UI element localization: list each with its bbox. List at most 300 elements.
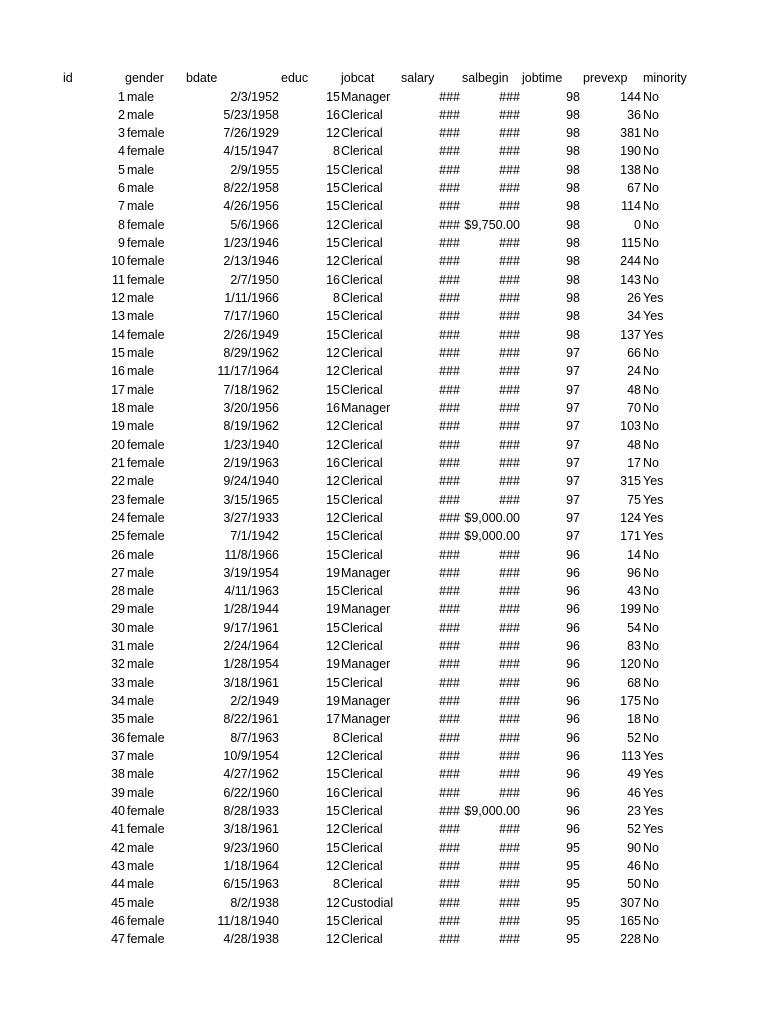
cell-salbegin: ### [499, 877, 520, 892]
cell-jobtime: 97 [566, 529, 580, 544]
cell-salbegin: ### [499, 620, 520, 635]
cell-gender: male [127, 400, 155, 415]
cell-prevexp: 46 [627, 858, 641, 873]
table-row [0, 546, 768, 564]
cell-bdate: 3/27/1933 [223, 510, 279, 525]
cell-jobcat: Manager [341, 712, 391, 727]
cell-id: 35 [111, 712, 125, 727]
cell-jobcat: Clerical [341, 675, 383, 690]
cell-gender: female [127, 272, 165, 287]
header-jobcat: jobcat [341, 71, 375, 85]
cell-salary: ### [439, 529, 460, 544]
cell-gender: female [127, 510, 165, 525]
cell-jobtime: 96 [566, 822, 580, 837]
cell-jobtime: 97 [566, 510, 580, 525]
cell-salbegin: $9,000.00 [464, 529, 520, 544]
cell-jobtime: 98 [566, 291, 580, 306]
cell-gender: female [127, 327, 165, 342]
cell-gender: male [127, 309, 155, 324]
cell-prevexp: 52 [627, 730, 641, 745]
cell-jobcat: Clerical [341, 144, 383, 159]
cell-salary: ### [439, 639, 460, 654]
cell-salary: ### [439, 89, 460, 104]
cell-prevexp: 381 [620, 126, 641, 141]
cell-jobtime: 98 [566, 199, 580, 214]
table-row [0, 344, 768, 362]
cell-educ: 15 [326, 89, 340, 104]
cell-minority: No [643, 602, 659, 617]
cell-educ: 15 [326, 492, 340, 507]
cell-prevexp: 165 [620, 913, 641, 928]
table-row [0, 820, 768, 838]
table-row [0, 655, 768, 673]
cell-educ: 15 [326, 327, 340, 342]
cell-salbegin: ### [499, 162, 520, 177]
cell-jobcat: Clerical [341, 822, 383, 837]
cell-salary: ### [439, 217, 460, 232]
cell-id: 7 [118, 199, 125, 214]
cell-salbegin: ### [499, 144, 520, 159]
cell-minority: Yes [643, 529, 664, 544]
cell-salary: ### [439, 822, 460, 837]
cell-salbegin: ### [499, 932, 520, 947]
cell-gender: male [127, 877, 155, 892]
cell-id: 40 [111, 803, 125, 818]
cell-educ: 15 [326, 620, 340, 635]
table-row [0, 124, 768, 142]
table-row [0, 326, 768, 344]
cell-educ: 17 [326, 712, 340, 727]
cell-prevexp: 48 [627, 382, 641, 397]
cell-gender: male [127, 107, 155, 122]
cell-minority: No [643, 437, 659, 452]
cell-salbegin: ### [499, 895, 520, 910]
cell-id: 11 [112, 272, 125, 287]
cell-jobcat: Manager [341, 602, 391, 617]
cell-prevexp: 96 [627, 565, 641, 580]
cell-bdate: 2/19/1963 [223, 455, 279, 470]
cell-jobtime: 95 [566, 877, 580, 892]
cell-salbegin: ### [499, 345, 520, 360]
cell-jobtime: 97 [566, 419, 580, 434]
cell-id: 3 [118, 126, 125, 141]
table-row [0, 600, 768, 618]
cell-educ: 15 [326, 913, 340, 928]
cell-gender: male [127, 162, 155, 177]
cell-salary: ### [439, 162, 460, 177]
cell-salbegin: ### [499, 107, 520, 122]
cell-id: 46 [111, 913, 125, 928]
cell-salbegin: ### [499, 767, 520, 782]
cell-minority: No [643, 419, 659, 434]
cell-bdate: 9/23/1960 [223, 840, 279, 855]
cell-gender: female [127, 822, 165, 837]
table-row [0, 839, 768, 857]
cell-educ: 12 [326, 126, 340, 141]
table-row [0, 161, 768, 179]
table-row [0, 894, 768, 912]
cell-salary: ### [439, 419, 460, 434]
table-row [0, 875, 768, 893]
cell-jobcat: Clerical [341, 913, 383, 928]
cell-prevexp: 46 [627, 785, 641, 800]
cell-salbegin: ### [499, 602, 520, 617]
table-row [0, 216, 768, 234]
cell-gender: female [127, 217, 165, 232]
cell-jobtime: 96 [566, 730, 580, 745]
cell-salbegin: $9,000.00 [464, 510, 520, 525]
cell-jobtime: 97 [566, 474, 580, 489]
cell-salbegin: ### [499, 474, 520, 489]
cell-gender: male [127, 199, 155, 214]
cell-bdate: 8/7/1963 [230, 730, 279, 745]
cell-id: 41 [111, 822, 125, 837]
cell-prevexp: 199 [620, 602, 641, 617]
cell-jobtime: 97 [566, 382, 580, 397]
table-row [0, 564, 768, 582]
cell-educ: 16 [326, 400, 340, 415]
cell-prevexp: 75 [627, 492, 641, 507]
cell-jobcat: Clerical [341, 217, 383, 232]
cell-bdate: 11/18/1940 [217, 913, 279, 928]
cell-educ: 12 [326, 749, 340, 764]
cell-bdate: 7/1/1942 [230, 529, 279, 544]
cell-jobcat: Clerical [341, 437, 383, 452]
cell-minority: No [643, 712, 659, 727]
cell-minority: No [643, 162, 659, 177]
cell-bdate: 1/23/1946 [223, 236, 279, 251]
cell-jobcat: Clerical [341, 181, 383, 196]
cell-gender: male [127, 584, 155, 599]
table-row [0, 106, 768, 124]
cell-jobcat: Clerical [341, 492, 383, 507]
cell-jobtime: 98 [566, 327, 580, 342]
cell-salary: ### [439, 840, 460, 855]
cell-jobcat: Clerical [341, 785, 383, 800]
cell-jobtime: 95 [566, 840, 580, 855]
cell-salbegin: ### [499, 749, 520, 764]
cell-gender: female [127, 236, 165, 251]
cell-jobtime: 98 [566, 144, 580, 159]
cell-jobcat: Clerical [341, 455, 383, 470]
cell-gender: male [127, 620, 155, 635]
cell-minority: Yes [643, 291, 664, 306]
cell-salary: ### [439, 657, 460, 672]
cell-educ: 12 [326, 345, 340, 360]
cell-id: 14 [111, 327, 125, 342]
cell-gender: female [127, 126, 165, 141]
cell-salbegin: ### [499, 419, 520, 434]
table-row [0, 509, 768, 527]
cell-educ: 12 [326, 932, 340, 947]
cell-prevexp: 66 [627, 345, 641, 360]
cell-jobtime: 96 [566, 620, 580, 635]
cell-salbegin: ### [499, 639, 520, 654]
cell-jobcat: Clerical [341, 364, 383, 379]
cell-jobcat: Clerical [341, 474, 383, 489]
cell-salary: ### [439, 932, 460, 947]
cell-educ: 15 [326, 309, 340, 324]
cell-jobcat: Manager [341, 657, 391, 672]
cell-minority: No [643, 272, 659, 287]
table-row [0, 436, 768, 454]
cell-minority: No [643, 181, 659, 196]
table-row [0, 802, 768, 820]
cell-prevexp: 70 [627, 400, 641, 415]
cell-bdate: 7/17/1960 [223, 309, 279, 324]
cell-prevexp: 68 [627, 675, 641, 690]
cell-jobcat: Clerical [341, 126, 383, 141]
cell-salary: ### [439, 877, 460, 892]
cell-salbegin: ### [499, 840, 520, 855]
cell-gender: male [127, 602, 155, 617]
cell-bdate: 11/8/1966 [224, 547, 279, 562]
cell-minority: No [643, 345, 659, 360]
cell-salary: ### [439, 492, 460, 507]
cell-id: 20 [111, 437, 125, 452]
cell-jobtime: 96 [566, 657, 580, 672]
header-id: id [63, 71, 73, 85]
cell-minority: No [643, 400, 659, 415]
cell-minority: No [643, 675, 659, 690]
cell-salbegin: ### [499, 675, 520, 690]
cell-prevexp: 54 [627, 620, 641, 635]
cell-educ: 12 [326, 639, 340, 654]
cell-salbegin: $9,750.00 [464, 217, 520, 232]
cell-minority: No [643, 620, 659, 635]
cell-id: 42 [111, 840, 125, 855]
cell-jobcat: Clerical [341, 254, 383, 269]
table-row [0, 142, 768, 160]
table-row [0, 930, 768, 948]
cell-id: 30 [111, 620, 125, 635]
cell-jobtime: 96 [566, 749, 580, 764]
cell-bdate: 1/28/1944 [223, 602, 279, 617]
cell-id: 26 [111, 547, 125, 562]
cell-jobtime: 96 [566, 639, 580, 654]
cell-salary: ### [439, 913, 460, 928]
cell-id: 29 [111, 602, 125, 617]
header-salary: salary [401, 71, 435, 85]
cell-prevexp: 315 [620, 474, 641, 489]
table-row [0, 472, 768, 490]
cell-bdate: 1/11/1966 [224, 291, 279, 306]
cell-salary: ### [439, 620, 460, 635]
cell-educ: 16 [326, 107, 340, 122]
cell-bdate: 1/28/1954 [223, 657, 279, 672]
cell-jobtime: 98 [566, 181, 580, 196]
cell-salary: ### [439, 895, 460, 910]
cell-bdate: 9/17/1961 [223, 620, 279, 635]
cell-prevexp: 113 [621, 749, 641, 764]
cell-salbegin: ### [499, 89, 520, 104]
table-row [0, 710, 768, 728]
cell-jobcat: Clerical [341, 529, 383, 544]
table-row [0, 619, 768, 637]
header-jobtime: jobtime [522, 71, 563, 85]
cell-id: 8 [118, 217, 125, 232]
cell-bdate: 9/24/1940 [223, 474, 279, 489]
cell-jobtime: 97 [566, 455, 580, 470]
cell-jobcat: Clerical [341, 291, 383, 306]
cell-jobtime: 96 [566, 785, 580, 800]
cell-jobtime: 98 [566, 309, 580, 324]
cell-educ: 16 [326, 455, 340, 470]
cell-bdate: 5/6/1966 [230, 217, 279, 232]
cell-salbegin: ### [499, 236, 520, 251]
cell-educ: 8 [333, 877, 340, 892]
cell-educ: 19 [326, 565, 340, 580]
cell-salary: ### [439, 767, 460, 782]
cell-salary: ### [439, 309, 460, 324]
cell-id: 15 [111, 345, 125, 360]
cell-jobtime: 98 [566, 89, 580, 104]
cell-salbegin: ### [499, 327, 520, 342]
table-row [0, 637, 768, 655]
cell-jobtime: 98 [566, 217, 580, 232]
table-row [0, 454, 768, 472]
cell-educ: 15 [326, 199, 340, 214]
cell-jobcat: Clerical [341, 767, 383, 782]
cell-id: 28 [111, 584, 125, 599]
cell-salary: ### [439, 712, 460, 727]
table-row [0, 491, 768, 509]
cell-prevexp: 34 [627, 309, 641, 324]
cell-salary: ### [439, 107, 460, 122]
cell-gender: male [127, 89, 155, 104]
cell-jobtime: 96 [566, 565, 580, 580]
cell-minority: Yes [643, 510, 664, 525]
cell-id: 32 [111, 657, 125, 672]
cell-bdate: 6/22/1960 [223, 785, 279, 800]
cell-prevexp: 307 [620, 895, 641, 910]
cell-id: 19 [111, 419, 125, 434]
cell-salbegin: ### [499, 785, 520, 800]
cell-id: 27 [111, 565, 125, 580]
cell-educ: 15 [326, 529, 340, 544]
cell-prevexp: 190 [620, 144, 641, 159]
cell-salary: ### [439, 272, 460, 287]
cell-salbegin: ### [499, 455, 520, 470]
cell-minority: Yes [643, 309, 664, 324]
cell-gender: male [127, 291, 155, 306]
cell-salary: ### [439, 803, 460, 818]
cell-jobcat: Clerical [341, 236, 383, 251]
cell-salbegin: ### [499, 382, 520, 397]
cell-bdate: 8/19/1962 [223, 419, 279, 434]
header-salbegin: salbegin [462, 71, 509, 85]
cell-id: 38 [111, 767, 125, 782]
cell-minority: No [643, 236, 659, 251]
cell-jobcat: Clerical [341, 840, 383, 855]
cell-gender: male [127, 565, 155, 580]
table-row [0, 747, 768, 765]
cell-salary: ### [439, 400, 460, 415]
cell-minority: Yes [643, 803, 664, 818]
cell-salary: ### [439, 345, 460, 360]
cell-prevexp: 0 [634, 217, 641, 232]
cell-salbegin: ### [499, 309, 520, 324]
cell-id: 34 [111, 694, 125, 709]
cell-gender: male [127, 712, 155, 727]
cell-salbegin: ### [499, 291, 520, 306]
cell-salbegin: ### [499, 547, 520, 562]
cell-prevexp: 175 [620, 694, 641, 709]
cell-salbegin: ### [499, 657, 520, 672]
cell-educ: 8 [333, 291, 340, 306]
cell-id: 39 [111, 785, 125, 800]
cell-id: 23 [111, 492, 125, 507]
cell-minority: No [643, 858, 659, 873]
cell-prevexp: 83 [627, 639, 641, 654]
cell-minority: No [643, 89, 659, 104]
cell-salary: ### [439, 584, 460, 599]
cell-educ: 15 [326, 584, 340, 599]
table-row [0, 381, 768, 399]
cell-prevexp: 24 [627, 364, 641, 379]
cell-id: 37 [111, 749, 125, 764]
cell-salbegin: ### [499, 254, 520, 269]
cell-id: 16 [111, 364, 125, 379]
cell-salbegin: ### [499, 272, 520, 287]
cell-salary: ### [439, 565, 460, 580]
cell-bdate: 2/13/1946 [223, 254, 279, 269]
cell-id: 6 [118, 181, 125, 196]
cell-educ: 12 [326, 437, 340, 452]
cell-salary: ### [439, 730, 460, 745]
cell-bdate: 7/26/1929 [223, 126, 279, 141]
table-row [0, 527, 768, 545]
cell-educ: 15 [326, 236, 340, 251]
cell-gender: male [127, 181, 155, 196]
cell-jobtime: 95 [566, 895, 580, 910]
header-row [0, 69, 768, 87]
cell-bdate: 10/9/1954 [223, 749, 279, 764]
cell-gender: male [127, 767, 155, 782]
cell-gender: male [127, 694, 155, 709]
cell-gender: female [127, 803, 165, 818]
cell-educ: 8 [333, 144, 340, 159]
cell-minority: No [643, 126, 659, 141]
cell-jobcat: Clerical [341, 199, 383, 214]
cell-bdate: 4/27/1962 [223, 767, 279, 782]
cell-educ: 15 [326, 675, 340, 690]
cell-educ: 15 [326, 840, 340, 855]
cell-salary: ### [439, 455, 460, 470]
cell-minority: No [643, 144, 659, 159]
cell-minority: Yes [643, 492, 664, 507]
cell-gender: male [127, 382, 155, 397]
cell-salary: ### [439, 510, 460, 525]
cell-salbegin: ### [499, 199, 520, 214]
cell-salbegin: ### [499, 694, 520, 709]
header-educ: educ [281, 71, 309, 85]
cell-educ: 12 [326, 895, 340, 910]
cell-educ: 19 [326, 694, 340, 709]
cell-salary: ### [439, 602, 460, 617]
cell-prevexp: 48 [627, 437, 641, 452]
cell-jobcat: Clerical [341, 932, 383, 947]
cell-bdate: 4/11/1963 [224, 584, 279, 599]
cell-id: 4 [118, 144, 125, 159]
cell-id: 1 [118, 89, 125, 104]
cell-prevexp: 67 [627, 181, 641, 196]
cell-id: 45 [111, 895, 125, 910]
table-row [0, 252, 768, 270]
cell-gender: male [127, 840, 155, 855]
cell-minority: No [643, 254, 659, 269]
cell-id: 43 [111, 858, 125, 873]
